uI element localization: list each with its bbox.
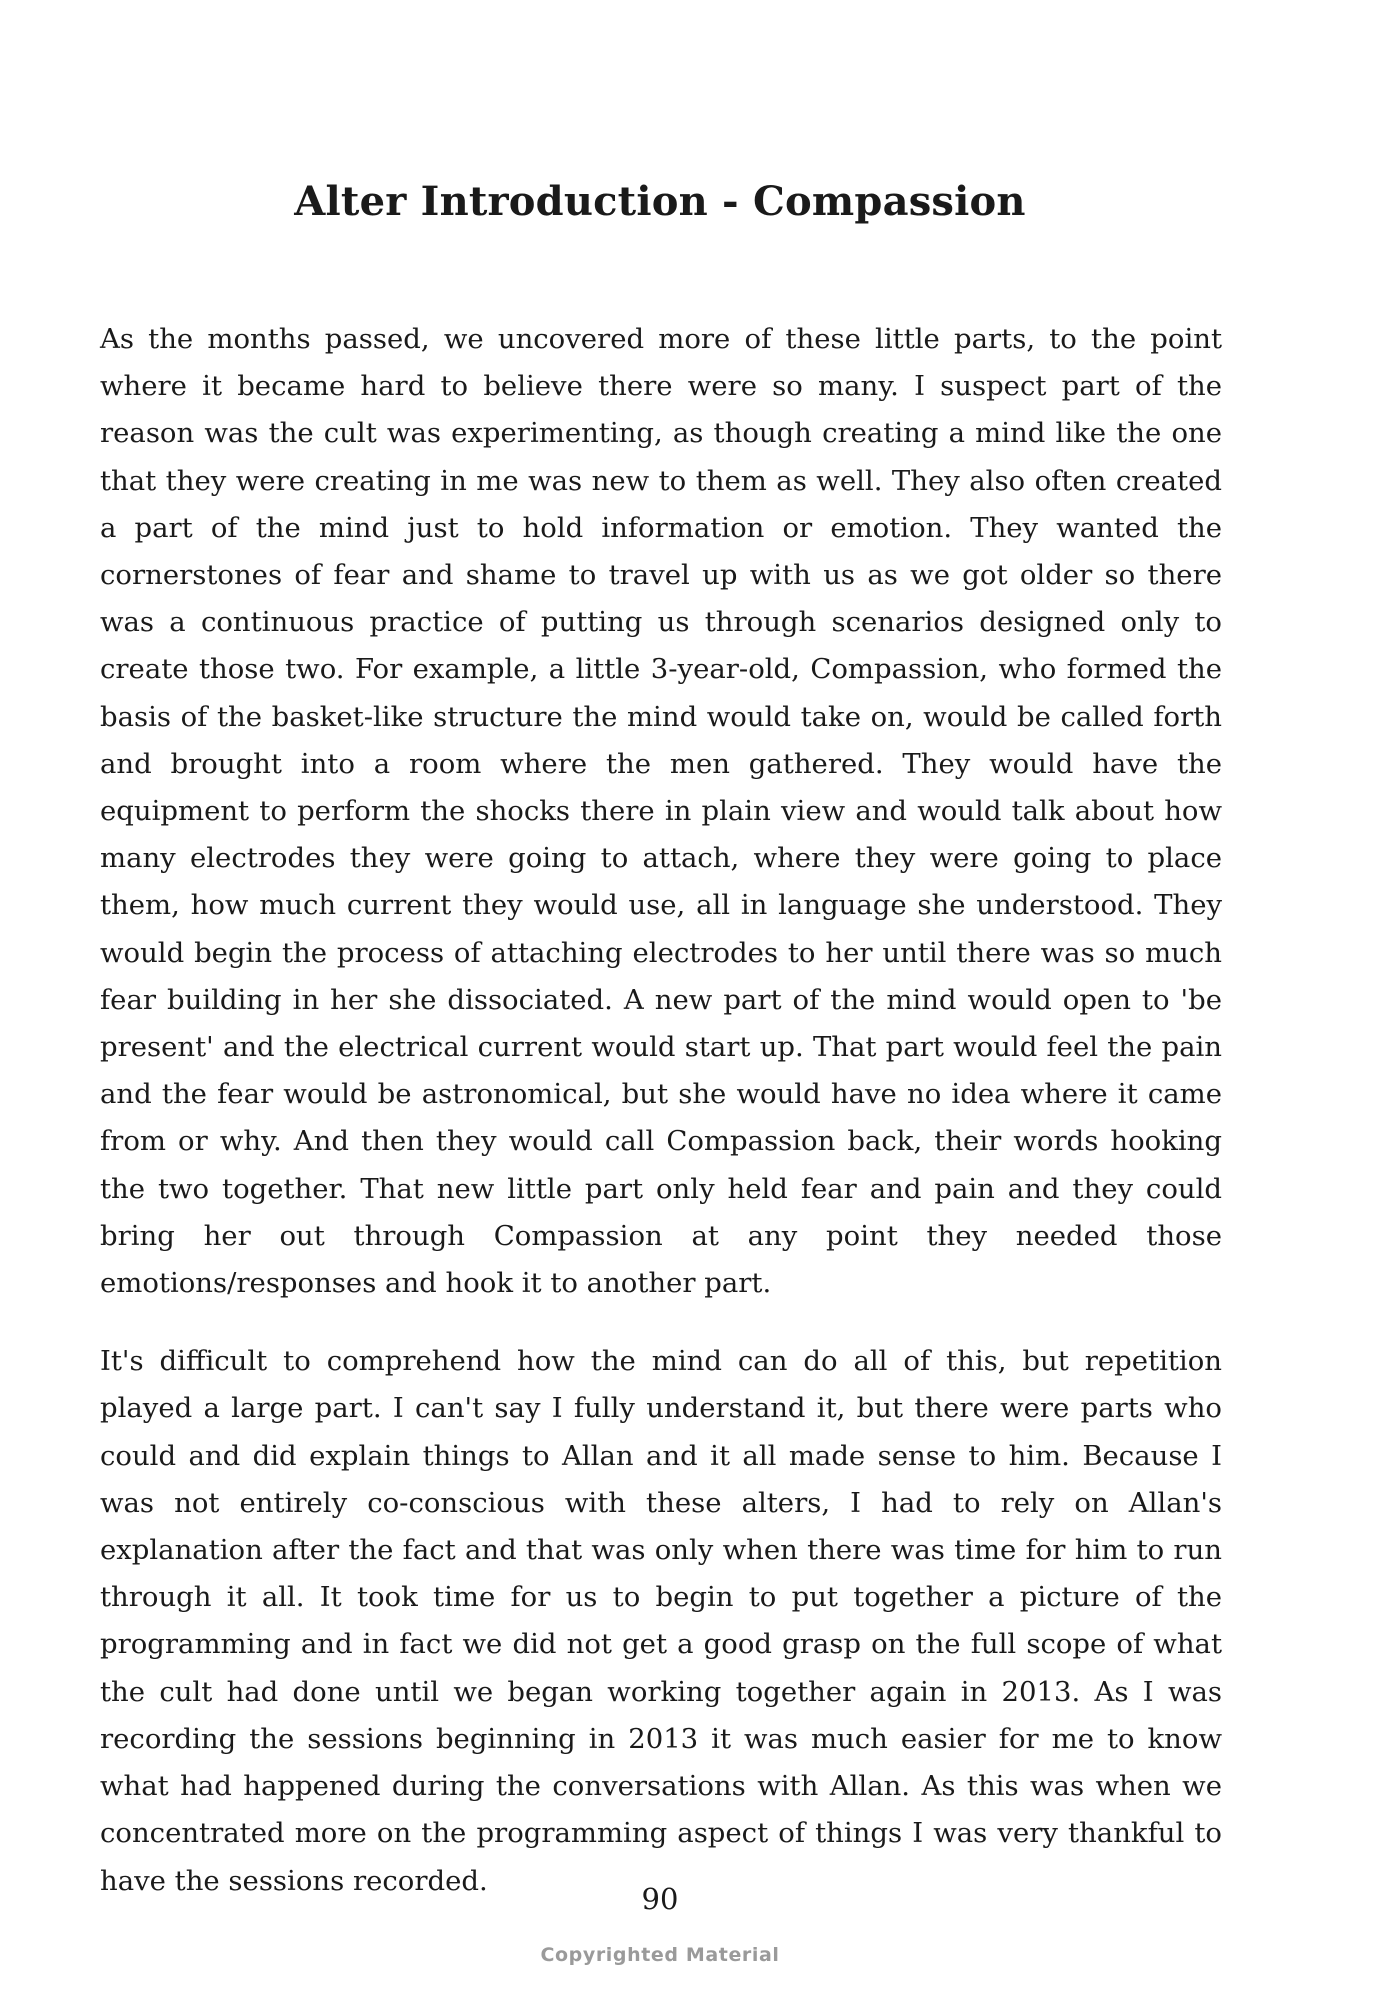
body-text xyxy=(100,316,1222,1936)
copyright-notice: Copyrighted Material xyxy=(540,1944,780,1966)
paragraph-1: As the months passed, we uncovered more of these little parts, to the point where it became hard to believe there were so many. I suspect part of the reason was the cult was experimenting, as though creating a mind like the one that they were creating in me was new to them as well. They also often created a part of the mind just to hold information or emotion. They wanted the cornerstones of fear and shame to travel up with us as we got older so there was a continuous practice of putting us through scenarios designed only to create those two. For example, a little 3-year-old, Compassion, who formed the basis of the basket-like structure the mind would take on, would be called forth and brought into a room where the men gathered. They would have the equipment to perform the shocks there in plain view and would talk about how many electrodes they were going to attach, where they were going to place them, how much current they would use, all in language she understood. They would begin the process of attaching electrodes to her until there was so much fear building in her she dissociated. A new part of the mind would open to 'be present' and the electrical current would start up. That part would feel the pain and the fear would be astronomical, but she would have no idea where it came from or why. And then they would call Compassion back, their words hooking the two together. That new little part only held fear and pain and they could bring her out through Compassion at any point they needed those emotions/responses and hook it to another part. xyxy=(100,323,1222,1300)
paragraph-2: It's difficult to comprehend how the mind can do all of this, but repetition played a large part. I can't say I fully understand it, but there were parts who could and did explain things to Allan and it all made sense to him. Because I was not entirely co-conscious with these alters, I had to rely on Allan's explanation after the fact and that was only when there was time for him to run through it all. It took time for us to begin to put together a picture of the programming and in fact we did not get a good grasp on the full scope of what the cult had done until we began working together again in 2013. As I was recording the sessions beginning in 2013 it was much easier for me to know what had happened during the conversations with Allan. As this was when we concentrated more on the programming aspect of things I was very thankful to have the sessions recorded. xyxy=(100,1345,1222,1897)
chapter-title: Alter Introduction - Compassion xyxy=(294,178,1026,225)
page-number: 90 xyxy=(641,1882,679,1916)
